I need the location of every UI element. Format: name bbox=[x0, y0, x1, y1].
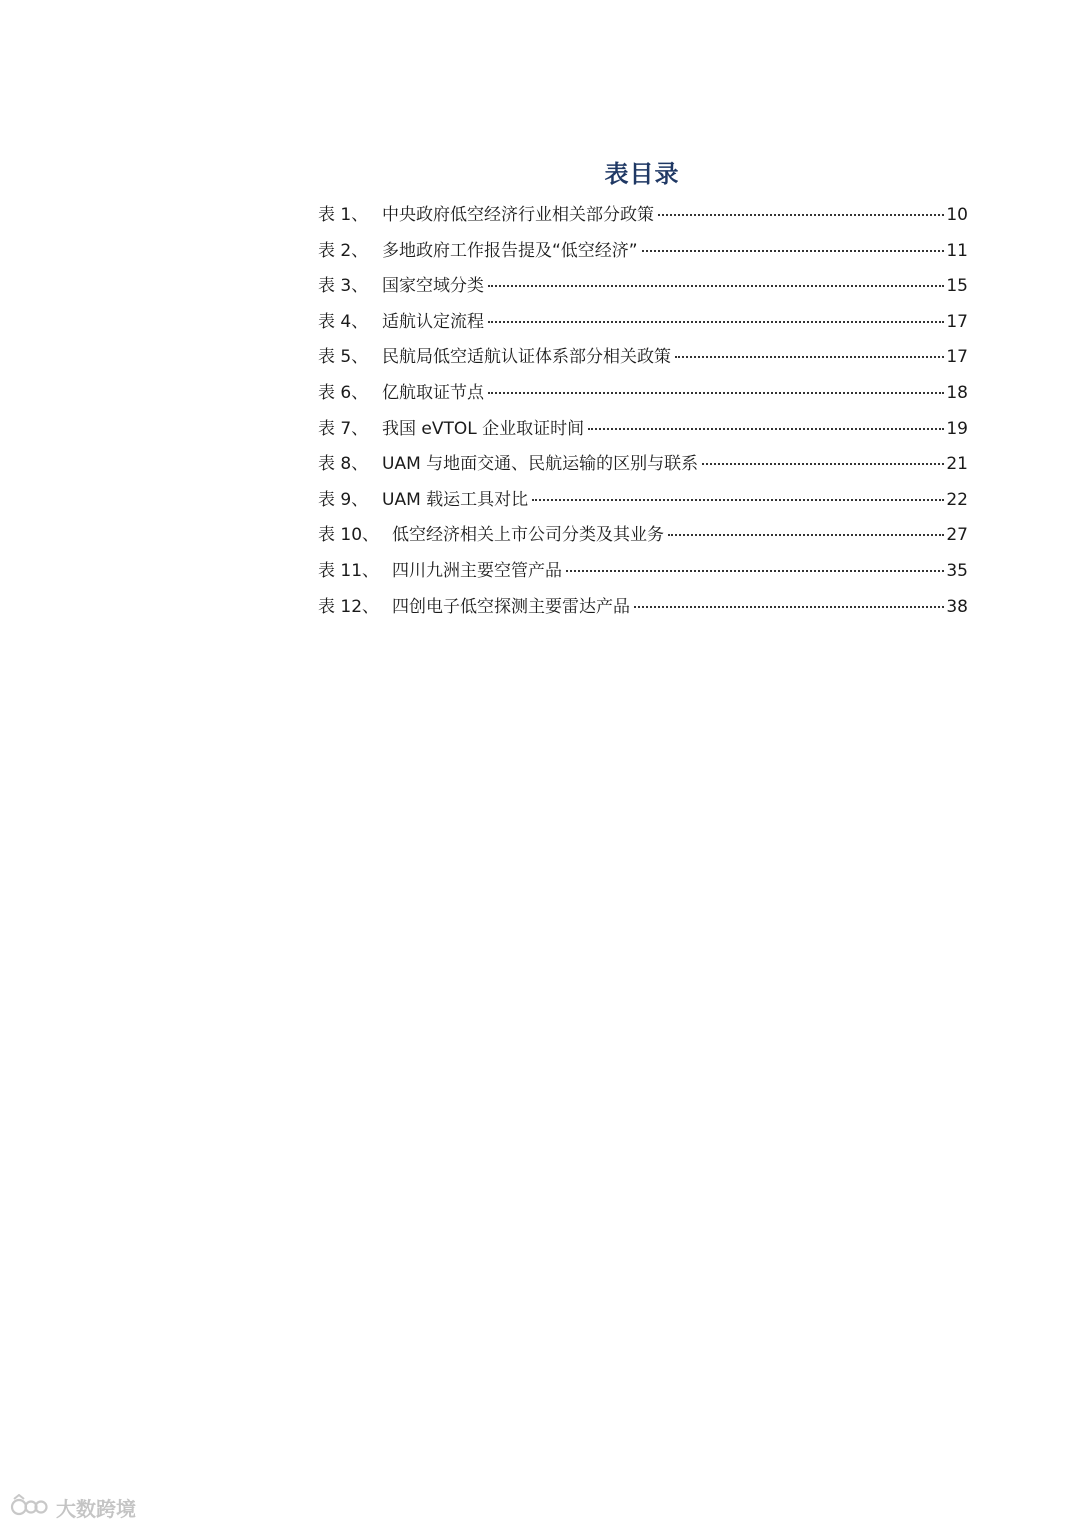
toc-entry-number: 表 2、 bbox=[318, 240, 369, 261]
dot-leader bbox=[488, 285, 944, 287]
toc-entry-number: 表 4、 bbox=[318, 311, 369, 332]
toc-entry[interactable] bbox=[318, 271, 968, 307]
toc-entry-number: 表 3、 bbox=[318, 276, 369, 297]
toc-entry-title: UAM 载运工具对比 bbox=[382, 489, 529, 510]
toc-entry-number: 表 12、 bbox=[318, 596, 380, 617]
dot-leader bbox=[488, 392, 944, 394]
toc-entry[interactable] bbox=[318, 520, 968, 556]
toc-entry-number: 表 6、 bbox=[318, 382, 369, 403]
toc-entry-title: 适航认定流程 bbox=[382, 311, 484, 332]
toc-entry-number: 表 5、 bbox=[318, 347, 369, 368]
toc-entry-page: 22 bbox=[946, 489, 968, 510]
toc-entry-title: 多地政府工作报告提及“低空经济” bbox=[382, 240, 638, 261]
toc-entry[interactable] bbox=[318, 200, 968, 236]
toc-entry-title: 亿航取证节点 bbox=[382, 382, 484, 403]
table-of-tables bbox=[318, 200, 968, 627]
toc-entry-page: 35 bbox=[946, 560, 968, 581]
toc-entry-page: 17 bbox=[946, 311, 968, 332]
dot-leader bbox=[488, 321, 944, 323]
toc-entry[interactable] bbox=[318, 307, 968, 343]
dot-leader bbox=[702, 463, 944, 465]
toc-entry-number: 表 1、 bbox=[318, 205, 369, 225]
toc-entry[interactable] bbox=[318, 236, 968, 272]
dot-leader bbox=[566, 570, 944, 572]
toc-entry-number: 表 7、 bbox=[318, 418, 369, 439]
toc-entry-number: 表 9、 bbox=[318, 489, 369, 510]
toc-entry-number: 表 8、 bbox=[318, 454, 369, 475]
watermark-logo-icon bbox=[10, 1494, 50, 1520]
toc-entry-number: 表 11、 bbox=[318, 560, 380, 581]
toc-entry-title: 四创电子低空探测主要雷达产品 bbox=[392, 596, 630, 617]
toc-entry-page: 17 bbox=[946, 347, 968, 368]
toc-entry[interactable] bbox=[318, 378, 968, 414]
toc-entry[interactable] bbox=[318, 485, 968, 521]
watermark-text: 大数跨境 bbox=[56, 1496, 136, 1521]
dot-leader bbox=[642, 250, 945, 252]
dot-leader bbox=[658, 214, 944, 216]
toc-entry-page: 38 bbox=[946, 596, 968, 617]
toc-entry-page: 27 bbox=[946, 525, 968, 546]
toc-title: 表目录 bbox=[604, 160, 680, 188]
toc-entry-page: 10 bbox=[946, 205, 968, 225]
toc-entry[interactable] bbox=[318, 592, 968, 628]
toc-entry-title: 中央政府低空经济行业相关部分政策 bbox=[382, 205, 654, 225]
toc-entry-title: 低空经济相关上市公司分类及其业务 bbox=[392, 525, 664, 546]
watermark bbox=[10, 1492, 136, 1522]
toc-entry-title: 我国 eVTOL 企业取证时间 bbox=[382, 418, 585, 439]
toc-entry[interactable] bbox=[318, 449, 968, 485]
toc-entry-page: 15 bbox=[946, 276, 968, 297]
toc-entry-page: 19 bbox=[946, 418, 968, 439]
toc-entry[interactable] bbox=[318, 414, 968, 450]
dot-leader bbox=[588, 428, 944, 430]
dot-leader bbox=[634, 606, 944, 608]
dot-leader bbox=[532, 499, 944, 501]
toc-entry-page: 21 bbox=[946, 454, 968, 475]
toc-entry[interactable] bbox=[318, 342, 968, 378]
toc-entry-title: 四川九洲主要空管产品 bbox=[392, 560, 562, 581]
toc-entry-title: 民航局低空适航认证体系部分相关政策 bbox=[382, 347, 671, 368]
toc-entry-page: 18 bbox=[946, 382, 968, 403]
dot-leader bbox=[668, 534, 944, 536]
toc-entry-number: 表 10、 bbox=[318, 525, 380, 546]
toc-entry-page: 11 bbox=[946, 240, 968, 261]
toc-entry-title: 国家空域分类 bbox=[382, 276, 484, 297]
dot-leader bbox=[675, 356, 944, 358]
toc-entry-title: UAM 与地面交通、民航运输的区别与联系 bbox=[382, 454, 699, 475]
toc-entry[interactable] bbox=[318, 556, 968, 592]
